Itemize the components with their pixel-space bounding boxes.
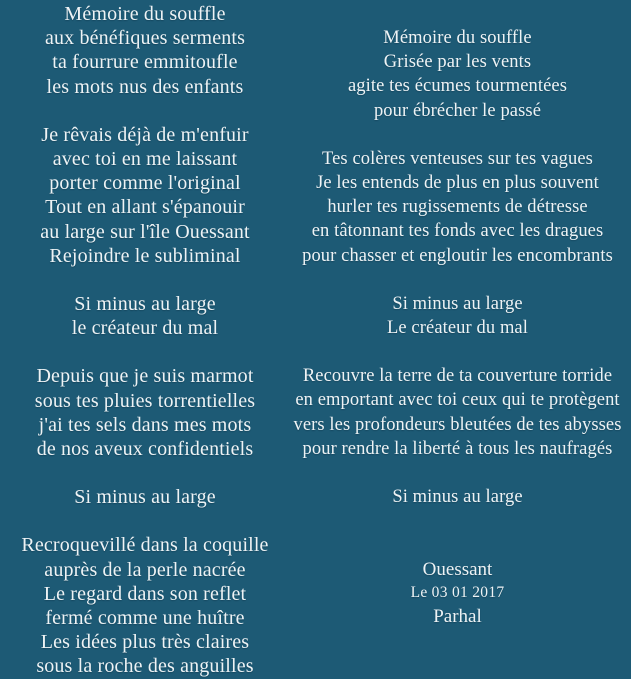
poem-line: pour chasser et engloutir les encombrants bbox=[302, 245, 613, 266]
poem-line: Si minus au large bbox=[392, 293, 523, 314]
poem-line: sous tes pluies torrentielles bbox=[34, 389, 256, 412]
poem-line: les mots nus des enfants bbox=[46, 75, 244, 98]
poem-line: fermé comme une huître bbox=[45, 607, 245, 630]
stanza bbox=[292, 147, 623, 268]
stanza bbox=[292, 26, 623, 123]
poem-line: aux bénéfiques serments bbox=[44, 27, 246, 50]
poem-line: Si minus au large bbox=[74, 293, 216, 316]
poem-line: Je rêvais déjà de m'enfuir bbox=[41, 123, 249, 146]
poem-line: au large sur l'île Ouessant bbox=[40, 220, 250, 243]
stanza bbox=[6, 533, 284, 678]
poem-line: Si minus au large bbox=[74, 486, 216, 509]
signature-place: Ouessant bbox=[422, 559, 493, 581]
poem-column-right bbox=[288, 0, 631, 629]
poem-line: Mémoire du souffle bbox=[64, 3, 226, 25]
poem-line: ta fourrure emmitoufle bbox=[52, 51, 238, 74]
poem-line: Le regard dans son reflet bbox=[43, 582, 247, 605]
poem-line: j'ai tes sels dans mes mots bbox=[38, 413, 252, 436]
stanza bbox=[6, 485, 284, 509]
stanza bbox=[6, 364, 284, 461]
poem-line: Recouvre la terre de ta couverture torride bbox=[302, 366, 613, 387]
poem-line: pour rendre la liberté à tous les naufragés bbox=[302, 438, 613, 459]
poem-line: Depuis que je suis marmot bbox=[36, 365, 254, 388]
poem-line: pour ébrécher le passé bbox=[373, 100, 542, 121]
poem-line: Tes colères venteuses sur tes vagues bbox=[322, 148, 593, 169]
signature-author: Parhal bbox=[433, 606, 482, 628]
signature-date: Le 03 01 2017 bbox=[410, 584, 505, 602]
poem-line: sous la roche des anguilles bbox=[36, 655, 254, 678]
poem-line: auprès de la perle nacrée bbox=[44, 558, 246, 581]
poem-line: hurler tes rugissements de détresse bbox=[327, 197, 588, 218]
poem-line: Je les entends de plus en plus souvent bbox=[316, 173, 599, 194]
poem-line: avec toi en me laissant bbox=[52, 148, 238, 171]
poem-line: le créateur du mal bbox=[71, 317, 219, 340]
stanza bbox=[6, 123, 284, 268]
poem-line: Recroquevillé dans la coquille bbox=[21, 534, 269, 557]
poem-line: Le créateur du mal bbox=[387, 318, 528, 339]
poem-line: porter comme l'original bbox=[49, 172, 241, 195]
poem-line: Grisée par les vents bbox=[383, 52, 532, 73]
poem-line: en tâtonnant tes fonds avec les dragues bbox=[311, 221, 604, 242]
poem-line: Tout en allant s'épanouir bbox=[45, 196, 245, 219]
poem-line: Mémoire du souffle bbox=[383, 28, 532, 48]
poem-line: en emportant avec toi ceux qui te protègent bbox=[295, 390, 620, 411]
signature-block bbox=[292, 557, 623, 629]
poem-line: agite tes écumes tourmentées bbox=[347, 76, 568, 97]
stanza bbox=[6, 2, 284, 99]
poem-line: Si minus au large bbox=[392, 487, 523, 508]
stanza bbox=[6, 292, 284, 340]
stanza bbox=[292, 292, 623, 340]
poem-line: Rejoindre le subliminal bbox=[49, 244, 241, 267]
poem-line: Les idées plus très claires bbox=[40, 631, 250, 654]
stanza bbox=[292, 485, 623, 509]
poem-line: vers les profondeurs bleutées de tes abysses bbox=[293, 414, 622, 435]
stanza bbox=[292, 364, 623, 461]
poem-column-left bbox=[0, 0, 288, 679]
poem-line: de nos aveux confidentiels bbox=[36, 438, 254, 461]
